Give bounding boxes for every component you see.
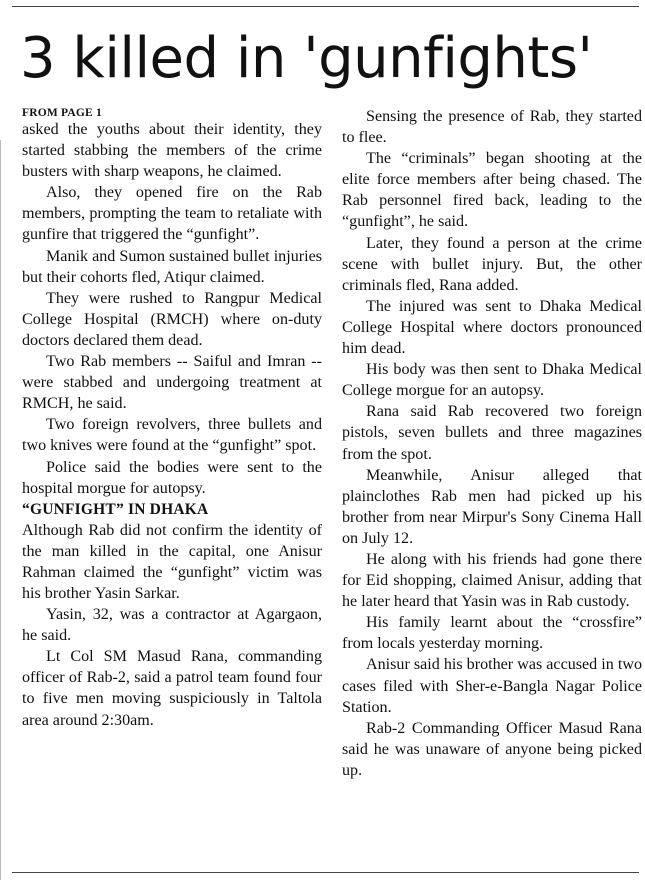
paragraph: He along with his friends had gone there for Eid shopping, claimed Anisur, adding that he later heard that Yasin was in Rab custody. <box>342 550 642 611</box>
paragraph: Sensing the presence of Rab, they started to flee. <box>342 108 642 147</box>
paragraph: Police said the bodies were sent to the hospital morgue for autopsy. <box>22 458 322 497</box>
paragraph: Lt Col SM Masud Rana, commanding officer of Rab-2, said a patrol team found four to five men moving suspiciously in Taltola area around 2:30am. <box>22 648 322 729</box>
paragraph: The “criminals” began shooting at the elite force members after being chased. The Rab personnel fired back, leading to the “gunfight”, he said. <box>342 150 642 231</box>
page-edge-line <box>0 140 1 880</box>
left-column <box>22 105 322 731</box>
paragraph: Two foreign revolvers, three bullets and two knives were found at the “gunfight” spot. <box>22 416 322 455</box>
paragraph: The injured was sent to Dhaka Medical College Hospital where doctors pronounced him dead. <box>342 297 642 358</box>
paragraph: Meanwhile, Anisur alleged that plainclothes Rab men had picked up his brother from near Mirpur's Sony Cinema Hall on July 12. <box>342 466 642 547</box>
paragraph: Rab-2 Commanding Officer Masud Rana said he was unaware of anyone being picked up. <box>342 719 642 779</box>
paragraph: They were rushed to Rangpur Medical College Hospital (RMCH) where on-duty doctors declared them dead. <box>22 289 322 349</box>
continued-from-label: FROM PAGE 1 <box>22 107 102 119</box>
paragraph: His body was then sent to Dhaka Medical College morgue for an autopsy. <box>342 361 642 400</box>
right-column <box>342 106 642 781</box>
paragraph: Later, they found a person at the crime scene with bullet injury. But, the other criminals fled, Rana added. <box>342 234 642 294</box>
bottom-rule <box>12 872 639 873</box>
section-subhead: “GUNFIGHT” IN DHAKA <box>22 500 209 518</box>
paragraph: Anisur said his brother was accused in two cases filed with Sher-e-Bangla Nagar Police Station. <box>342 656 642 716</box>
paragraph: Also, they opened fire on the Rab members, prompting the team to retaliate with gunfire that triggered the “gunfight”. <box>22 184 322 244</box>
top-rule <box>12 6 639 7</box>
paragraph: asked the youths about their identity, they started stabbing the members of the crime busters with sharp weapons, he claimed. <box>22 121 322 181</box>
paragraph: Two Rab members -- Saiful and Imran -- were stabbed and undergoing treatment at RMCH, he said. <box>22 353 322 413</box>
paragraph: Although Rab did not confirm the identity of the man killed in the capital, one Anisur Rahman claimed the “gunfight” victim was his brother Yasin Sarkar. <box>22 521 322 602</box>
paragraph: Rana said Rab recovered two foreign pistols, seven bullets and three magazines from the spot. <box>342 403 642 463</box>
paragraph: His family learnt about the “crossfire” from locals yesterday morning. <box>342 614 642 653</box>
paragraph: Yasin, 32, was a contractor at Agargaon, he said. <box>22 606 322 645</box>
article-headline: 3 killed in 'gunfights' <box>20 26 593 91</box>
paragraph: Manik and Sumon sustained bullet injuries but their cohorts fled, Atiqur claimed. <box>22 247 322 286</box>
